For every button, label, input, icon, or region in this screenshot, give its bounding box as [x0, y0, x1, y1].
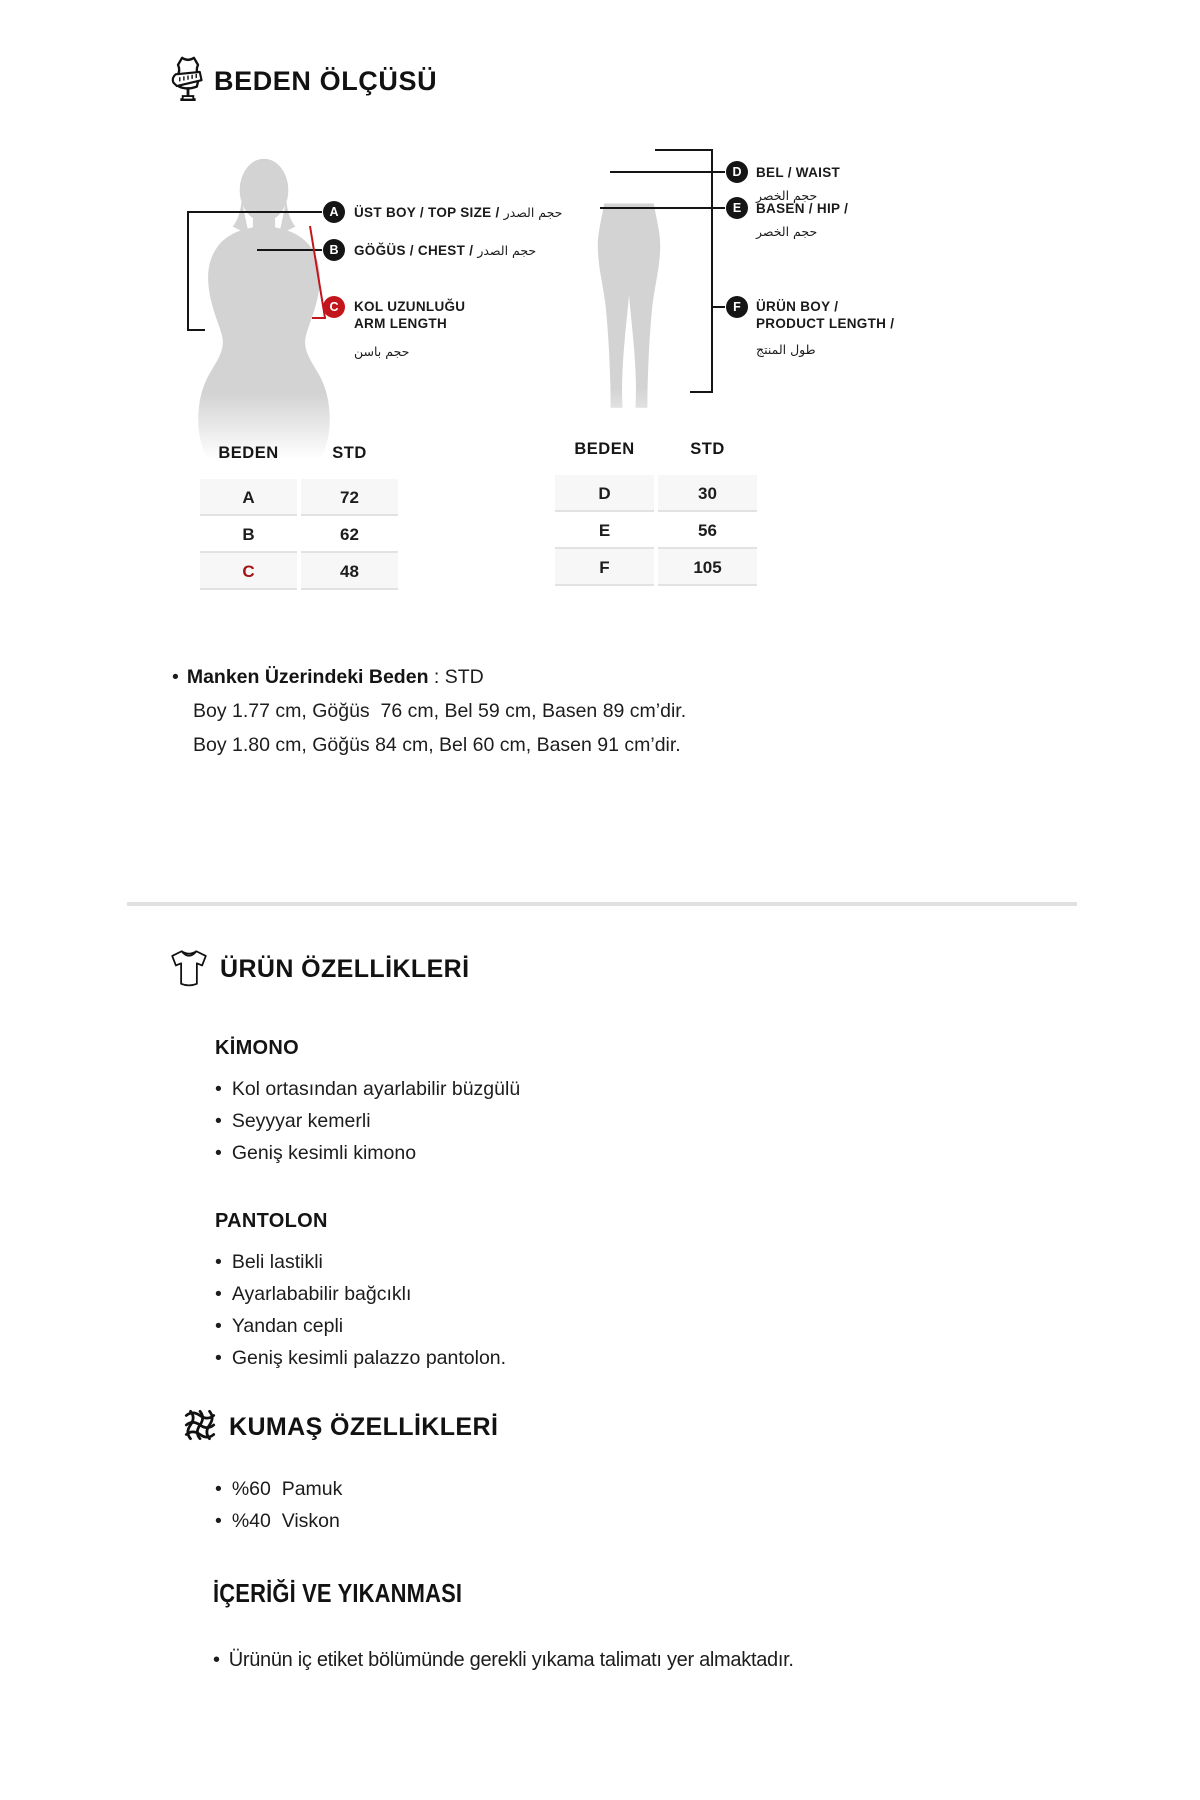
size-table-bottom	[555, 440, 757, 586]
table-cell-key: A	[200, 479, 297, 516]
table-cell-value: 62	[301, 516, 398, 553]
size-guide-header	[168, 54, 437, 109]
model-size-line: • Manken Üzerindeki Beden : STD	[172, 666, 484, 688]
column-header: BEDEN	[574, 440, 635, 458]
model-measurements-2: Boy 1.80 cm, Göğüs 84 cm, Bel 60 cm, Basen 91 cm’dir.	[193, 734, 681, 756]
table-cell-key: B	[200, 516, 297, 553]
label-b-badge: B	[323, 239, 345, 261]
measurement-lines	[0, 140, 1200, 475]
column-header: STD	[332, 444, 367, 462]
fabric-weave-icon	[181, 1406, 219, 1449]
list-item: • Seyyyar kemerli	[215, 1110, 371, 1132]
section-title: İÇERİĞİ VE YIKANMASI	[213, 1580, 463, 1608]
group-heading: KİMONO	[215, 1037, 300, 1059]
feature-group-pantolon	[215, 1210, 1068, 1374]
label-c-text: KOL UZUNLUĞU ARM LENGTH حجم باسن	[354, 299, 466, 359]
table-cell-value: 72	[301, 479, 398, 516]
section-title: KUMAŞ ÖZELLİKLERİ	[229, 1413, 499, 1441]
table-cell-value: 30	[658, 475, 757, 512]
product-features-header	[168, 946, 1068, 993]
list-item: • Ürünün iç etiket bölümünde gerekli yıkama talimatı yer almaktadır.	[213, 1649, 794, 1671]
page-title: BEDEN ÖLÇÜSÜ	[214, 66, 438, 96]
table-cell-key: D	[555, 475, 654, 512]
label-d-text: BEL / WAIST حجم الخصر	[756, 165, 841, 203]
list-item: • Beli lastikli	[215, 1251, 323, 1273]
table-cell-key: C	[200, 553, 297, 590]
table-cell-value: 56	[658, 512, 757, 549]
measurement-diagram	[0, 140, 1200, 475]
label-a-text: ÜST BOY / TOP SIZE / حجم الصدر	[354, 205, 563, 220]
model-size-info	[172, 660, 686, 762]
label-e-badge: E	[726, 197, 748, 219]
list-item: • Geniş kesimli kimono	[215, 1142, 417, 1164]
size-table-top	[200, 444, 398, 590]
list-item: • Geniş kesimli palazzo pantolon.	[215, 1347, 507, 1369]
table-cell-value: 105	[658, 549, 757, 586]
fabric-section	[181, 1406, 981, 1537]
label-c-badge: C	[323, 296, 345, 318]
group-heading: PANTOLON	[215, 1210, 328, 1232]
list-item: • Ayarlababilir bağcıklı	[215, 1283, 412, 1305]
section-divider	[127, 902, 1077, 906]
list-item: • %40 Viskon	[215, 1510, 340, 1532]
list-item: • Kol ortasından ayarlabilir büzgülü	[215, 1078, 521, 1100]
table-cell-key: E	[555, 512, 654, 549]
column-header: STD	[690, 440, 725, 458]
column-header: BEDEN	[218, 444, 279, 462]
label-f-badge: F	[726, 296, 748, 318]
care-section	[213, 1580, 933, 1677]
list-item: • %60 Pamuk	[215, 1478, 343, 1500]
list-item: • Yandan cepli	[215, 1315, 344, 1337]
label-e-text: BASEN / HIP / حجم الخصر	[756, 201, 849, 239]
label-f-text: ÜRÜN BOY / PRODUCT LENGTH / طول المنتج	[756, 299, 895, 357]
tshirt-icon	[168, 946, 210, 993]
product-features-section	[168, 946, 1068, 1374]
mannequin-measure-icon	[168, 54, 208, 109]
fabric-header	[181, 1406, 981, 1449]
feature-group-kimono	[215, 1037, 1068, 1169]
model-measurements-1: Boy 1.77 cm, Göğüs 76 cm, Bel 59 cm, Basen 89 cm’dir.	[193, 700, 687, 722]
table-cell-key: F	[555, 549, 654, 586]
table-cell-value: 48	[301, 553, 398, 590]
label-b-text: GÖĞÜS / CHEST / حجم الصدر	[354, 243, 537, 258]
label-d-badge: D	[726, 161, 748, 183]
label-a-badge: A	[323, 201, 345, 223]
section-title: ÜRÜN ÖZELLİKLERİ	[220, 955, 470, 983]
